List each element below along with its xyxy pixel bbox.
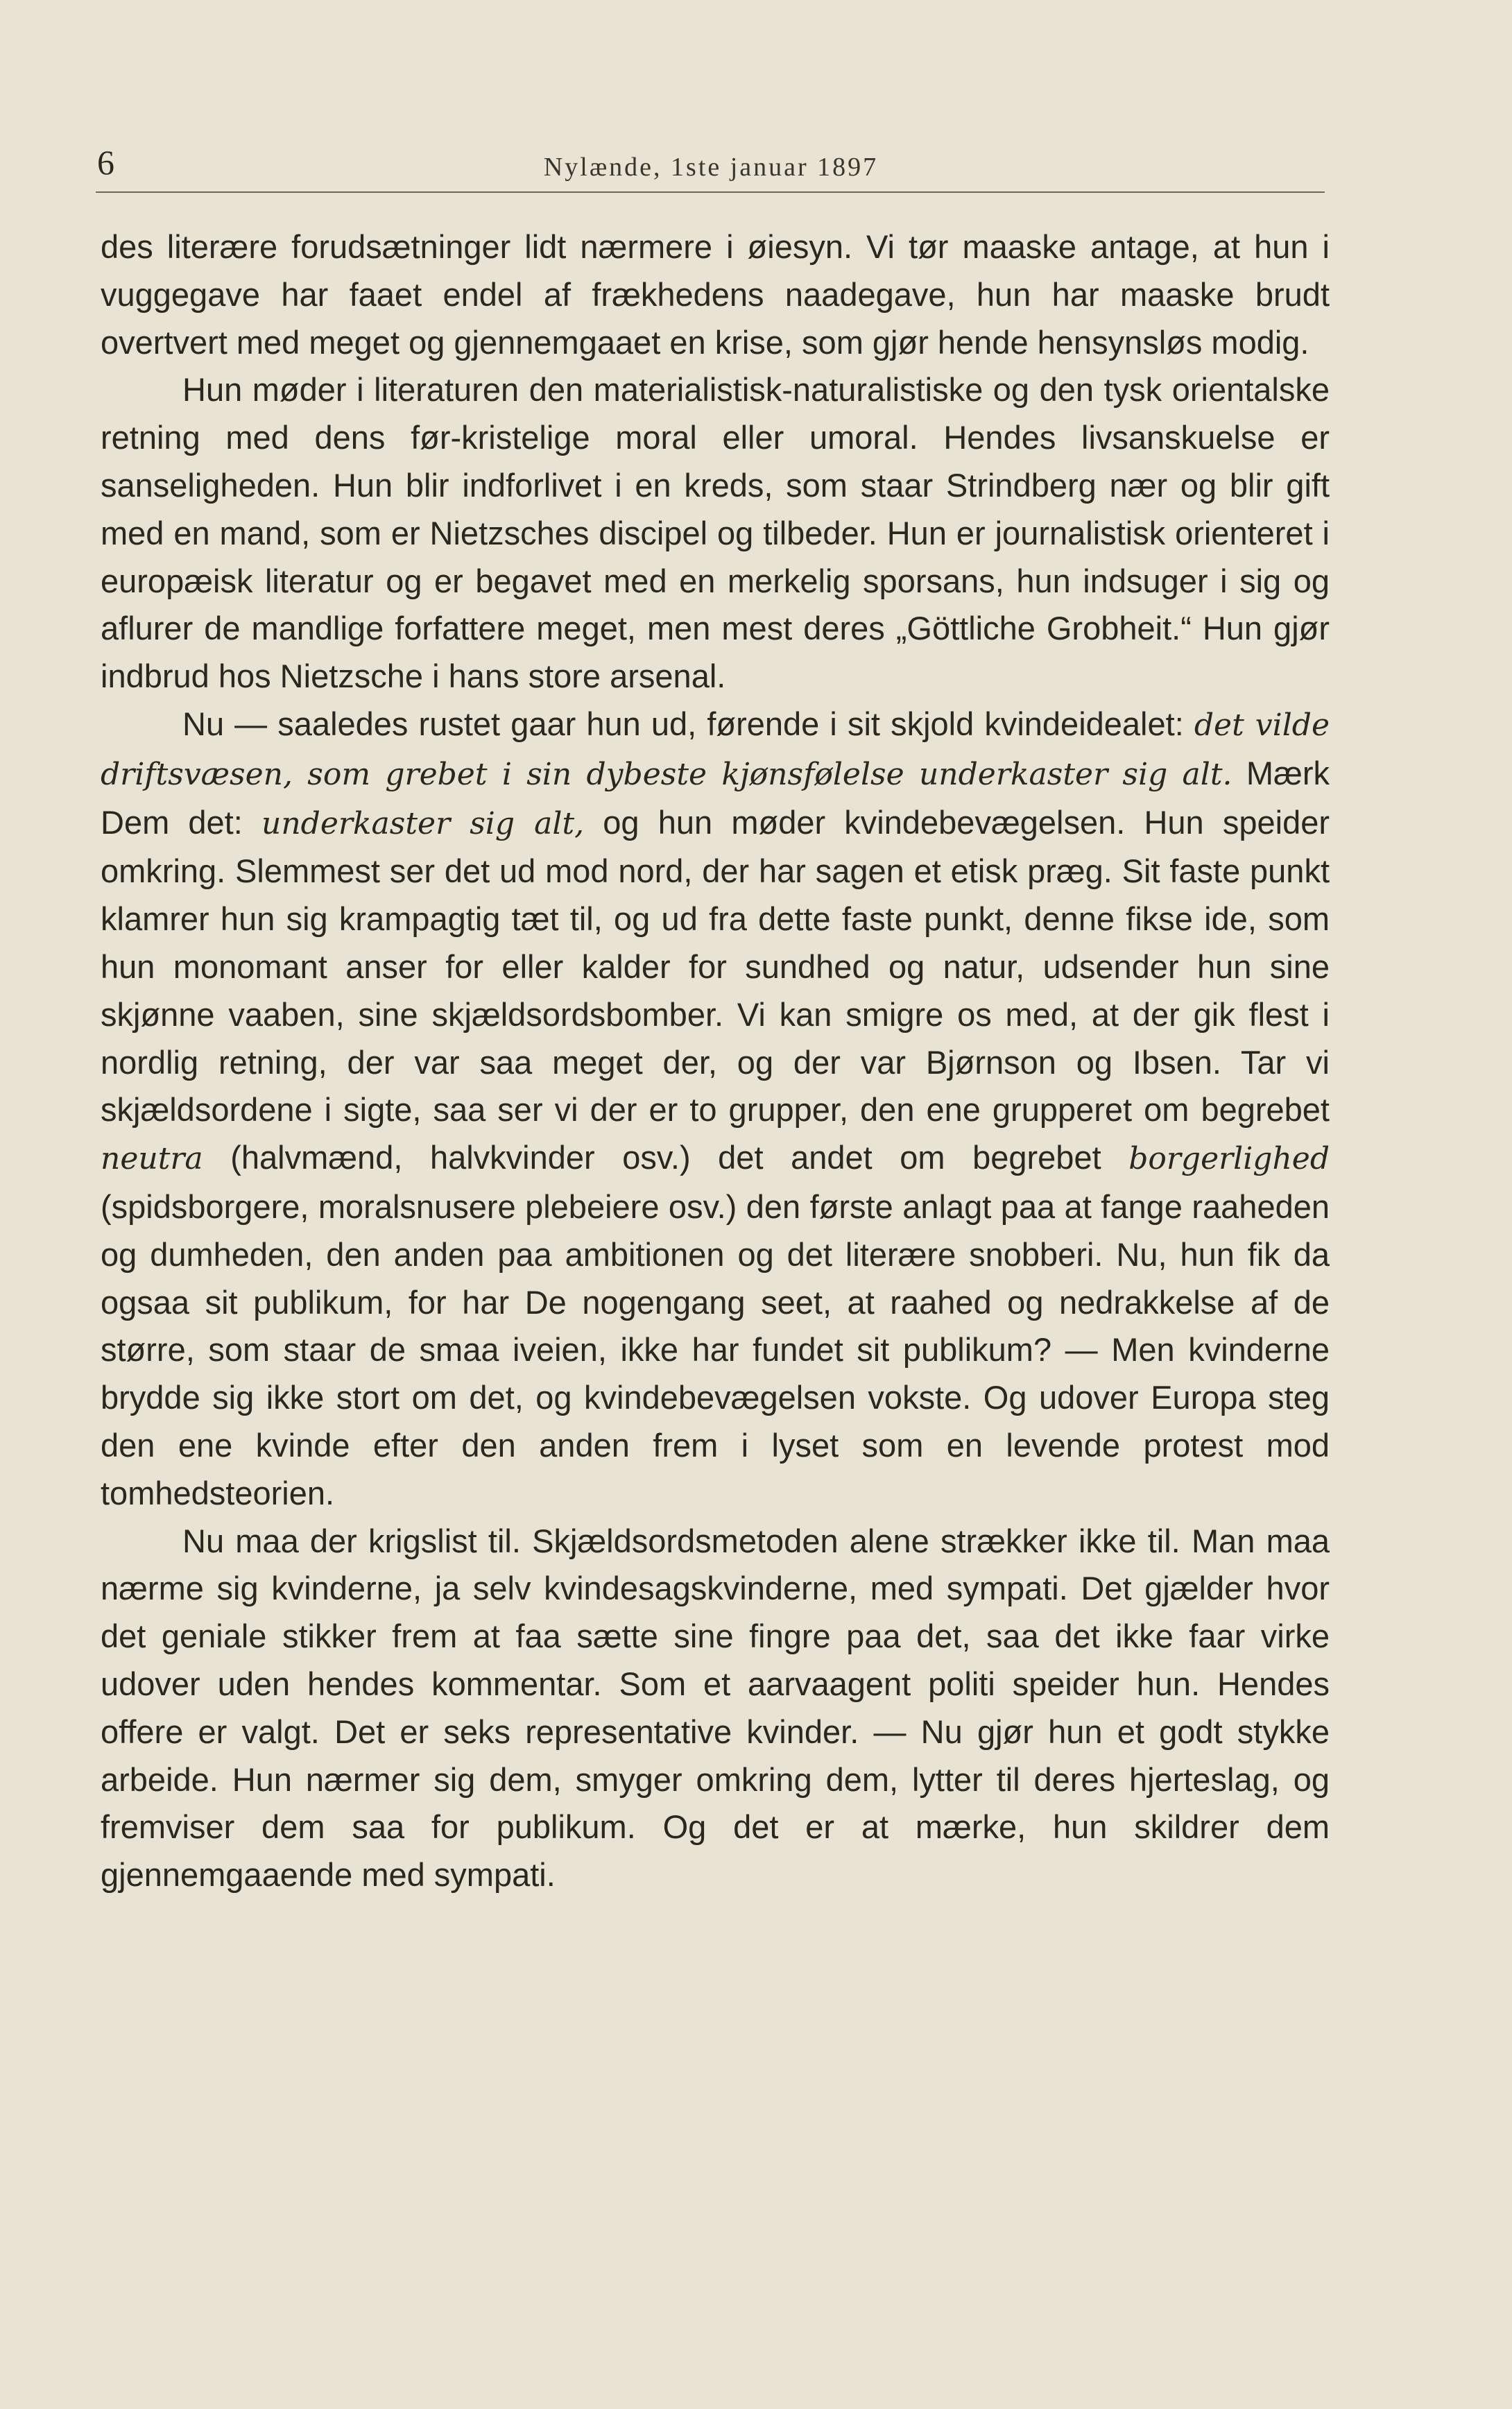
text-run: Nu — saaledes rustet gaar hun ud, førende i sit skjold kvindeidealet: (182, 705, 1194, 742)
body-text (101, 223, 1330, 1899)
paragraph (101, 1518, 1330, 1899)
page-number: 6 (97, 143, 114, 182)
text-run: (spidsborgere, moralsnusere plebeiere osv.) den første anlagt paa at fange raaheden og dumheden, den anden paa ambitionen og det literære snobberi. Nu, hun fik da ogsaa sit publikum, for har De nogengang seet, at raahed og nedrakkelse af de større, som staar de smaa iveien, ikke har fundet sit publikum? — Men kvinderne brydde sig ikke stort om det, og kvindebevægelsen vokste. Og udover Europa steg den ene kvinde efter den anden frem i lyset som en levende protest mod tomhedsteorien. (101, 1188, 1330, 1511)
text-run: Mærk Dem det: (101, 754, 1330, 841)
page-header (97, 142, 1325, 191)
paragraph (101, 223, 1330, 366)
text-run: Nu maa der krigslist til. Skjældsordsmetoden alene strækker ikke til. Man maa nærme sig kvinderne, ja selv kvindesagskvinderne, med sympati. Det gjælder hvor det geniale stikker frem at faa sætte sine fingre paa det, saa det ikke faar virke udover uden hendes kommentar. Som et aarvaagent politi speider hun. Hendes offere er valgt. Det er seks representative kvinder. — Nu gjør hun et godt stykke arbeide. Hun nærmer sig dem, smyger omkring dem, lytter til deres hjerteslag, og fremviser dem saa for publikum. Og det er at mærke, hun skildrer dem gjennemgaaende med sympati. (101, 1522, 1330, 1894)
text-run: Hun møder i literaturen den materialistisk-naturalistiske og den tysk orientalske retning med dens før-kristelige moral eller umoral. Hendes livsanskuelse er sanseligheden. Hun blir indforlivet i en kreds, som staar Strindberg nær og blir gift med en mand, som er Nietzsches discipel og tilbeder. Hun er journalistisk orienteret i europæisk literatur og er begavet med en merkelig sporsans, hun indsuger i sig og aflurer de mandlige forfattere meget, men mest deres „Göttliche Grobheit.“ Hun gjør indbrud hos Nietzsche i hans store arsenal. (101, 371, 1330, 695)
text-run: des literære forudsætninger lidt nærmere i øiesyn. Vi tør maaske antage, at hun i vuggegave har faaet endel af frækhedens naadegave, hun har maaske brudt overtvert med meget og gjennemgaaet en krise, som gjør hende hensynsløs modig. (101, 228, 1330, 361)
text-run: (halvmænd, halvkvinder osv.) det andet om begrebet (203, 1139, 1129, 1176)
italic-text: det vilde driftsvæsen, som grebet i sin dybeste kjønsfølelse underkaster sig alt. (101, 707, 1330, 792)
italic-text: borgerlighed (1128, 1141, 1330, 1177)
italic-text: underkaster sig alt, (261, 805, 585, 841)
italic-text: neutra (101, 1141, 203, 1177)
header-rule (96, 191, 1325, 193)
running-head: Nylænde, 1ste januar 1897 (543, 153, 879, 182)
text-run: og hun møder kvindebevægelsen. Hun speider omkring. Slemmest ser det ud mod nord, der har sagen et etisk præg. Sit faste punkt klamrer hun sig krampagtig tæt til, og ud fra dette faste punkt, denne fikse ide, som hun monomant anser for eller kalder for sundhed og natur, udsender hun sine skjønne vaaben, sine skjældsordsbomber. Vi kan smigre os med, at der gik flest i nordlig retning, der var saa meget der, og der var Bjørnson og Ibsen. Tar vi skjældsordene i sigte, saa ser vi der er to grupper, den ene grupperet om begrebet (101, 803, 1330, 1129)
paragraph (101, 366, 1330, 701)
paragraph (101, 701, 1330, 1518)
